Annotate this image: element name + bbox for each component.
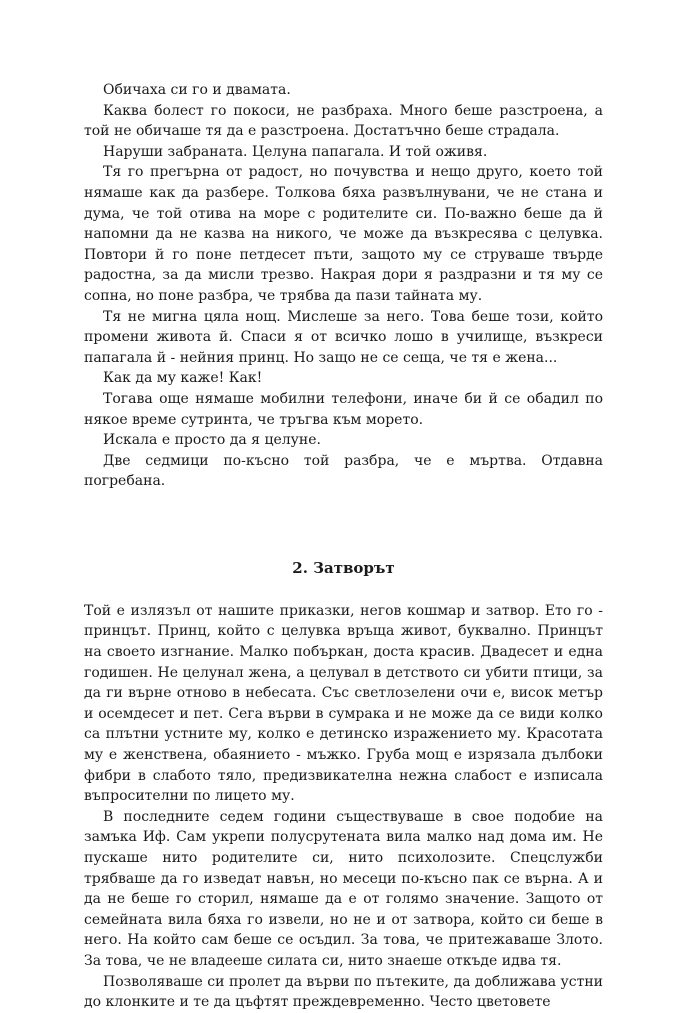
paragraph: Наруши забраната. Целуна папагала. И той оживя. (103, 143, 488, 160)
paragraph: Как да му каже! Как! (103, 370, 263, 387)
chapter-title: 2. Затворът (292, 558, 395, 577)
paragraph: Тя го прегърна от радост, но почувства и нещо друго, което той нямаше как да разбере. Толкова бяха развълнувани, че не стана и дума, че той отива на море с родителите си. По-важно беше да й напомни да не казва на никого, че може да възкресява с целувка. Повтори й го поне петдесет пъти, защото му се струваше твърде радостна, за да мисли трезво. Накрая дори я раздразни и тя му се сопна, но поне разбра, че трябва да пази тайната му. (84, 164, 603, 304)
story-part-1 (84, 80, 603, 492)
paragraph: Обичаха си го и двамата. (103, 82, 291, 98)
chapter-2-body (84, 601, 603, 1013)
book-page (84, 80, 603, 1013)
paragraph: В последните седем години съществуваше в свое подобие на замъка Иф. Сам укрепи полусрутената вила малко над дома им. Не пускаше нито родителите си, нито психолозите. Спецслужби трябваше да го изведат навън, но месеци по-късно пак се върна. А и да не беше го сторил, нямаше да е от голямо значение. Защото от семейната вила бяха го извели, но не и от затвора, който си беше в него. На който сам беше се осъдил. За това, че притежаваше Злото. За това, че не владееше силата си, нито знаеше откъде идва тя. (84, 808, 603, 969)
paragraph: Тогава още нямаше мобилни телефони, иначе би й се обадил по някое време сутринта, че тръгва към морето. (84, 390, 603, 428)
paragraph: Той е излязъл от нашите приказки, негов кошмар и затвор. Ето го - принцът. Принц, който с целувка връща живот, буквално. Принцът на своето изгнание. Малко побъркан, доста красив. Двадесет и една годишен. Не целунал жена, а целувал в детството си убити птици, за да ги върне отново в небесата. Със светлозелени очи е, висок метър и осемдесет и пет. Сега върви в сумрака и не може да се види колко са плътни устните му, колко е детинско изражението му. Красотата му е женствена, обаянието - мъжко. Груба мощ е изрязала дълбоки фибри в слабото тяло, предизвикателна нежна слабост е изписала въпросителни по лицето му. (84, 602, 603, 805)
paragraph: Каква болест го покоси, не разбраха. Много беше разстроена, а той не обичаше тя да е разстроена. Достатъчно беше страдала. (84, 102, 603, 140)
paragraph: Тя не мигна цяла нощ. Мислеше за него. Това беше този, който промени живота й. Спаси я от всичко лошо в училище, възкреси папагала й - нейния принц. Но защо не се сеща, че тя е жена... (84, 308, 603, 366)
paragraph: Искала е просто да я целуне. (103, 432, 321, 449)
paragraph: Позволяваше си пролет да върви по пътеките, да доближава устни до клонките и те да цъфтят преждевременно. Често цветовете (84, 973, 603, 1011)
paragraph: Две седмици по-късно той разбра, че е мъртва. Отдавна погребана. (84, 452, 603, 490)
